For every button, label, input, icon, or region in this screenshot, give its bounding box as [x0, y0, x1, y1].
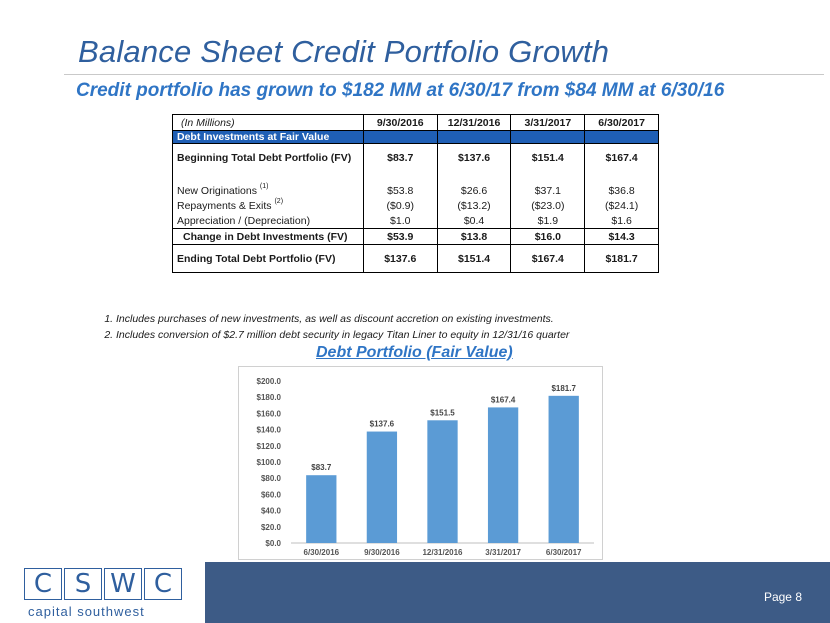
units-label: (In Millions)	[173, 115, 364, 131]
footnote-ref: (2)	[274, 198, 284, 205]
x-tick-label: 6/30/2016	[303, 548, 340, 557]
cell-value: $83.7	[363, 144, 437, 172]
data-label: $137.6	[369, 419, 395, 429]
period-header: 6/30/2017	[585, 115, 659, 131]
y-tick-label: $180.0	[256, 393, 281, 403]
cell-value: $53.8	[363, 184, 437, 199]
logo-letter: W	[104, 568, 142, 600]
logo-letter: S	[64, 568, 102, 600]
debt-portfolio-chart	[238, 366, 603, 560]
cell-value: $1.0	[363, 214, 437, 229]
x-tick-label: 3/31/2017	[485, 548, 521, 557]
data-label: $151.5	[430, 408, 455, 418]
cell-value: $0.4	[437, 214, 511, 229]
footnote-ref: (1)	[259, 183, 269, 190]
logo-name: capital southwest	[28, 604, 145, 619]
cell-value: $53.9	[363, 229, 437, 245]
logo-letter: C	[24, 568, 62, 600]
footnotes	[98, 311, 569, 343]
section-label: Debt Investments at Fair Value	[173, 131, 364, 144]
bar	[549, 396, 579, 543]
y-tick-label: $0.0	[265, 539, 281, 548]
row-label: Appreciation / (Depreciation)	[173, 214, 364, 229]
table-row-originations	[173, 184, 659, 199]
x-tick-label: 12/31/2016	[422, 548, 463, 557]
company-logo	[0, 562, 205, 623]
row-label: Ending Total Debt Portfolio (FV)	[173, 245, 364, 273]
period-header: 12/31/2016	[437, 115, 511, 131]
footnote: 1. Includes purchases of new investments, as well as discount accretion on existing investments.	[116, 311, 569, 327]
table-row-beginning	[173, 144, 659, 172]
section-header-row	[173, 131, 659, 144]
page-title: Balance Sheet Credit Portfolio Growth	[78, 34, 610, 69]
chart-svg	[239, 367, 604, 561]
x-tick-label: 9/30/2016	[364, 548, 400, 557]
y-tick-label: $80.0	[260, 474, 281, 484]
row-label: Beginning Total Debt Portfolio (FV)	[173, 144, 364, 172]
cell-value: ($13.2)	[437, 199, 511, 214]
cell-value: $37.1	[511, 184, 585, 199]
y-tick-label: $140.0	[256, 425, 281, 435]
table-row-change	[173, 229, 659, 245]
data-label: $181.7	[551, 383, 576, 393]
row-label: New Originations $^{(1)}$	[173, 184, 364, 199]
row-label: Change in Debt Investments (FV)	[173, 229, 364, 245]
row-label: Repayments & Exits $^{(2)}$	[173, 199, 364, 214]
period-header: 9/30/2016	[363, 115, 437, 131]
y-tick-label: $200.0	[256, 377, 281, 386]
cell-value: $1.6	[585, 214, 659, 229]
table-row-repayments	[173, 199, 659, 214]
cell-value: $14.3	[585, 229, 659, 245]
y-tick-label: $120.0	[256, 441, 281, 451]
table-header-row	[173, 115, 659, 131]
footnote: 2. Includes conversion of $2.7 million debt security in legacy Titan Liner to equity in 12/31/16 quarter	[116, 327, 569, 343]
cell-value: $167.4	[511, 245, 585, 273]
y-tick-label: $60.0	[260, 490, 281, 500]
cell-value: $137.6	[437, 144, 511, 172]
y-tick-label: $40.0	[260, 506, 281, 516]
cell-value: ($24.1)	[585, 199, 659, 214]
debt-portfolio-table	[172, 114, 659, 273]
title-divider	[64, 74, 824, 75]
bar	[367, 432, 397, 543]
logo-letter: C	[144, 568, 182, 600]
y-tick-label: $20.0	[260, 522, 281, 532]
chart-title: Debt Portfolio (Fair Value)	[316, 344, 513, 361]
cell-value: ($23.0)	[511, 199, 585, 214]
page-subtitle: Credit portfolio has grown to $182 MM at 6/30/17 from $84 MM at 6/30/16	[76, 80, 725, 101]
cell-value: $137.6	[363, 245, 437, 273]
cell-value: ($0.9)	[363, 199, 437, 214]
bar	[488, 407, 518, 543]
cell-value: $151.4	[511, 144, 585, 172]
table-row-appreciation	[173, 214, 659, 229]
cell-value: $26.6	[437, 184, 511, 199]
table-row-ending	[173, 245, 659, 273]
logo-letters	[24, 568, 184, 600]
period-header: 3/31/2017	[511, 115, 585, 131]
cell-value: $151.4	[437, 245, 511, 273]
page-number: Page 8	[763, 590, 802, 604]
x-tick-label: 6/30/2017	[545, 548, 582, 557]
y-tick-label: $100.0	[256, 458, 281, 467]
cell-value: $181.7	[585, 245, 659, 273]
footer-bar	[0, 562, 830, 623]
cell-value: $13.8	[437, 229, 511, 245]
bar	[427, 420, 457, 543]
y-tick-label: $160.0	[256, 409, 281, 419]
cell-value: $167.4	[585, 144, 659, 172]
cell-value: $16.0	[511, 229, 585, 245]
cell-value: $1.9	[511, 214, 585, 229]
data-label: $83.7	[311, 463, 332, 473]
bar	[306, 475, 336, 543]
data-label: $167.4	[490, 395, 516, 405]
cell-value: $36.8	[585, 184, 659, 199]
